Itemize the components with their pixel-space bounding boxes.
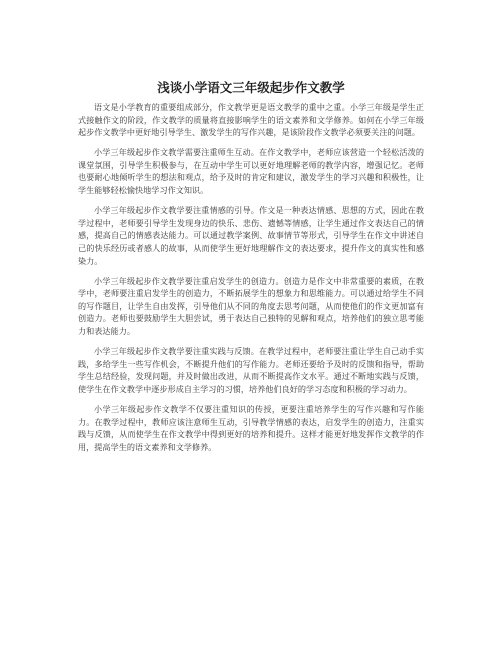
paragraph-emotion: 小学三年级起步作文教学要注重情感的引导。作文是一种表达情感、思想的方式，因此在教学过程中，老师要引导学生发现身边的快乐、悲伤、遗憾等情感，让学生通过作文表达自己的情感，提高自己的情感表达能力。可以通过教学案例、故事情节等形式，引导学生在作文中讲述自己的快乐经历或者感人的故事，从而使学生更好地理解作文的表达要求，提升作文的真实性和感染力。 xyxy=(78,205,424,266)
paragraph-interaction: 小学三年级起步作文教学需要注重师生互动。在作文教学中，老师应该营造一个轻松活泼的课堂氛围，引导学生积极参与，在互动中学生可以更好地理解老师的教学内容，增强记忆。老师也要耐心地倾听学生的想法和观点，给予及时的肯定和建议，激发学生的学习兴趣和积极性，让学生能够轻松愉快地学习作文知识。 xyxy=(78,147,424,196)
document-title: 浅谈小学语文三年级起步作文教学 xyxy=(157,80,345,95)
paragraph-creativity: 小学三年级起步作文教学要注重启发学生的创造力。创造力是作文中非常重要的素质，在教学中，老师要注重启发学生的创造力，不断拓展学生的想象力和思维能力。可以通过给学生不同的写作题目，让学生自由发挥，引导他们从不同的角度去思考问题，从而使他们的作文更加富有创造力。老师也要鼓励学生大胆尝试，勇于表达自己独特的见解和观点，培养他们的独立思考能力和表达能力。 xyxy=(78,275,424,336)
document-body xyxy=(78,101,424,461)
paragraph-intro: 语文是小学教育的重要组成部分，作文教学更是语文教学的重中之重。小学三年级是学生正式接触作文的阶段，作文教学的质量将直接影响学生的语文素养和文学修养。如何在小学三年级起步作文教学中更好地引导学生、激发学生的写作兴趣，是该阶段作文教学必须要关注的问题。 xyxy=(78,102,424,138)
paragraph-practice: 小学三年级起步作文教学要注重实践与反馈。在教学过程中，老师要注重让学生自己动手实践，多给学生一些写作机会，不断提升他们的写作能力。老师还要给予及时的反馈和指导，帮助学生总结经验，发现问题，并及时做出改进，从而不断提高作文水平。通过不断地实践与反馈，使学生在作文教学中逐步形成自主学习的习惯，培养他们良好的学习态度和积极的学习动力。 xyxy=(78,346,424,394)
paragraph-conclusion: 小学三年级起步作文教学不仅要注重知识的传授，更要注重培养学生的写作兴趣和写作能力。在教学过程中，教师应该注意师生互动，引导教学情感的表达，启发学生的创造力，注重实践与反馈，从而使学生在作文教学中得到更好的培养和提升。这样才能更好地发挥作文教学的作用，提高学生的语文素养和文学修养。 xyxy=(78,403,424,452)
